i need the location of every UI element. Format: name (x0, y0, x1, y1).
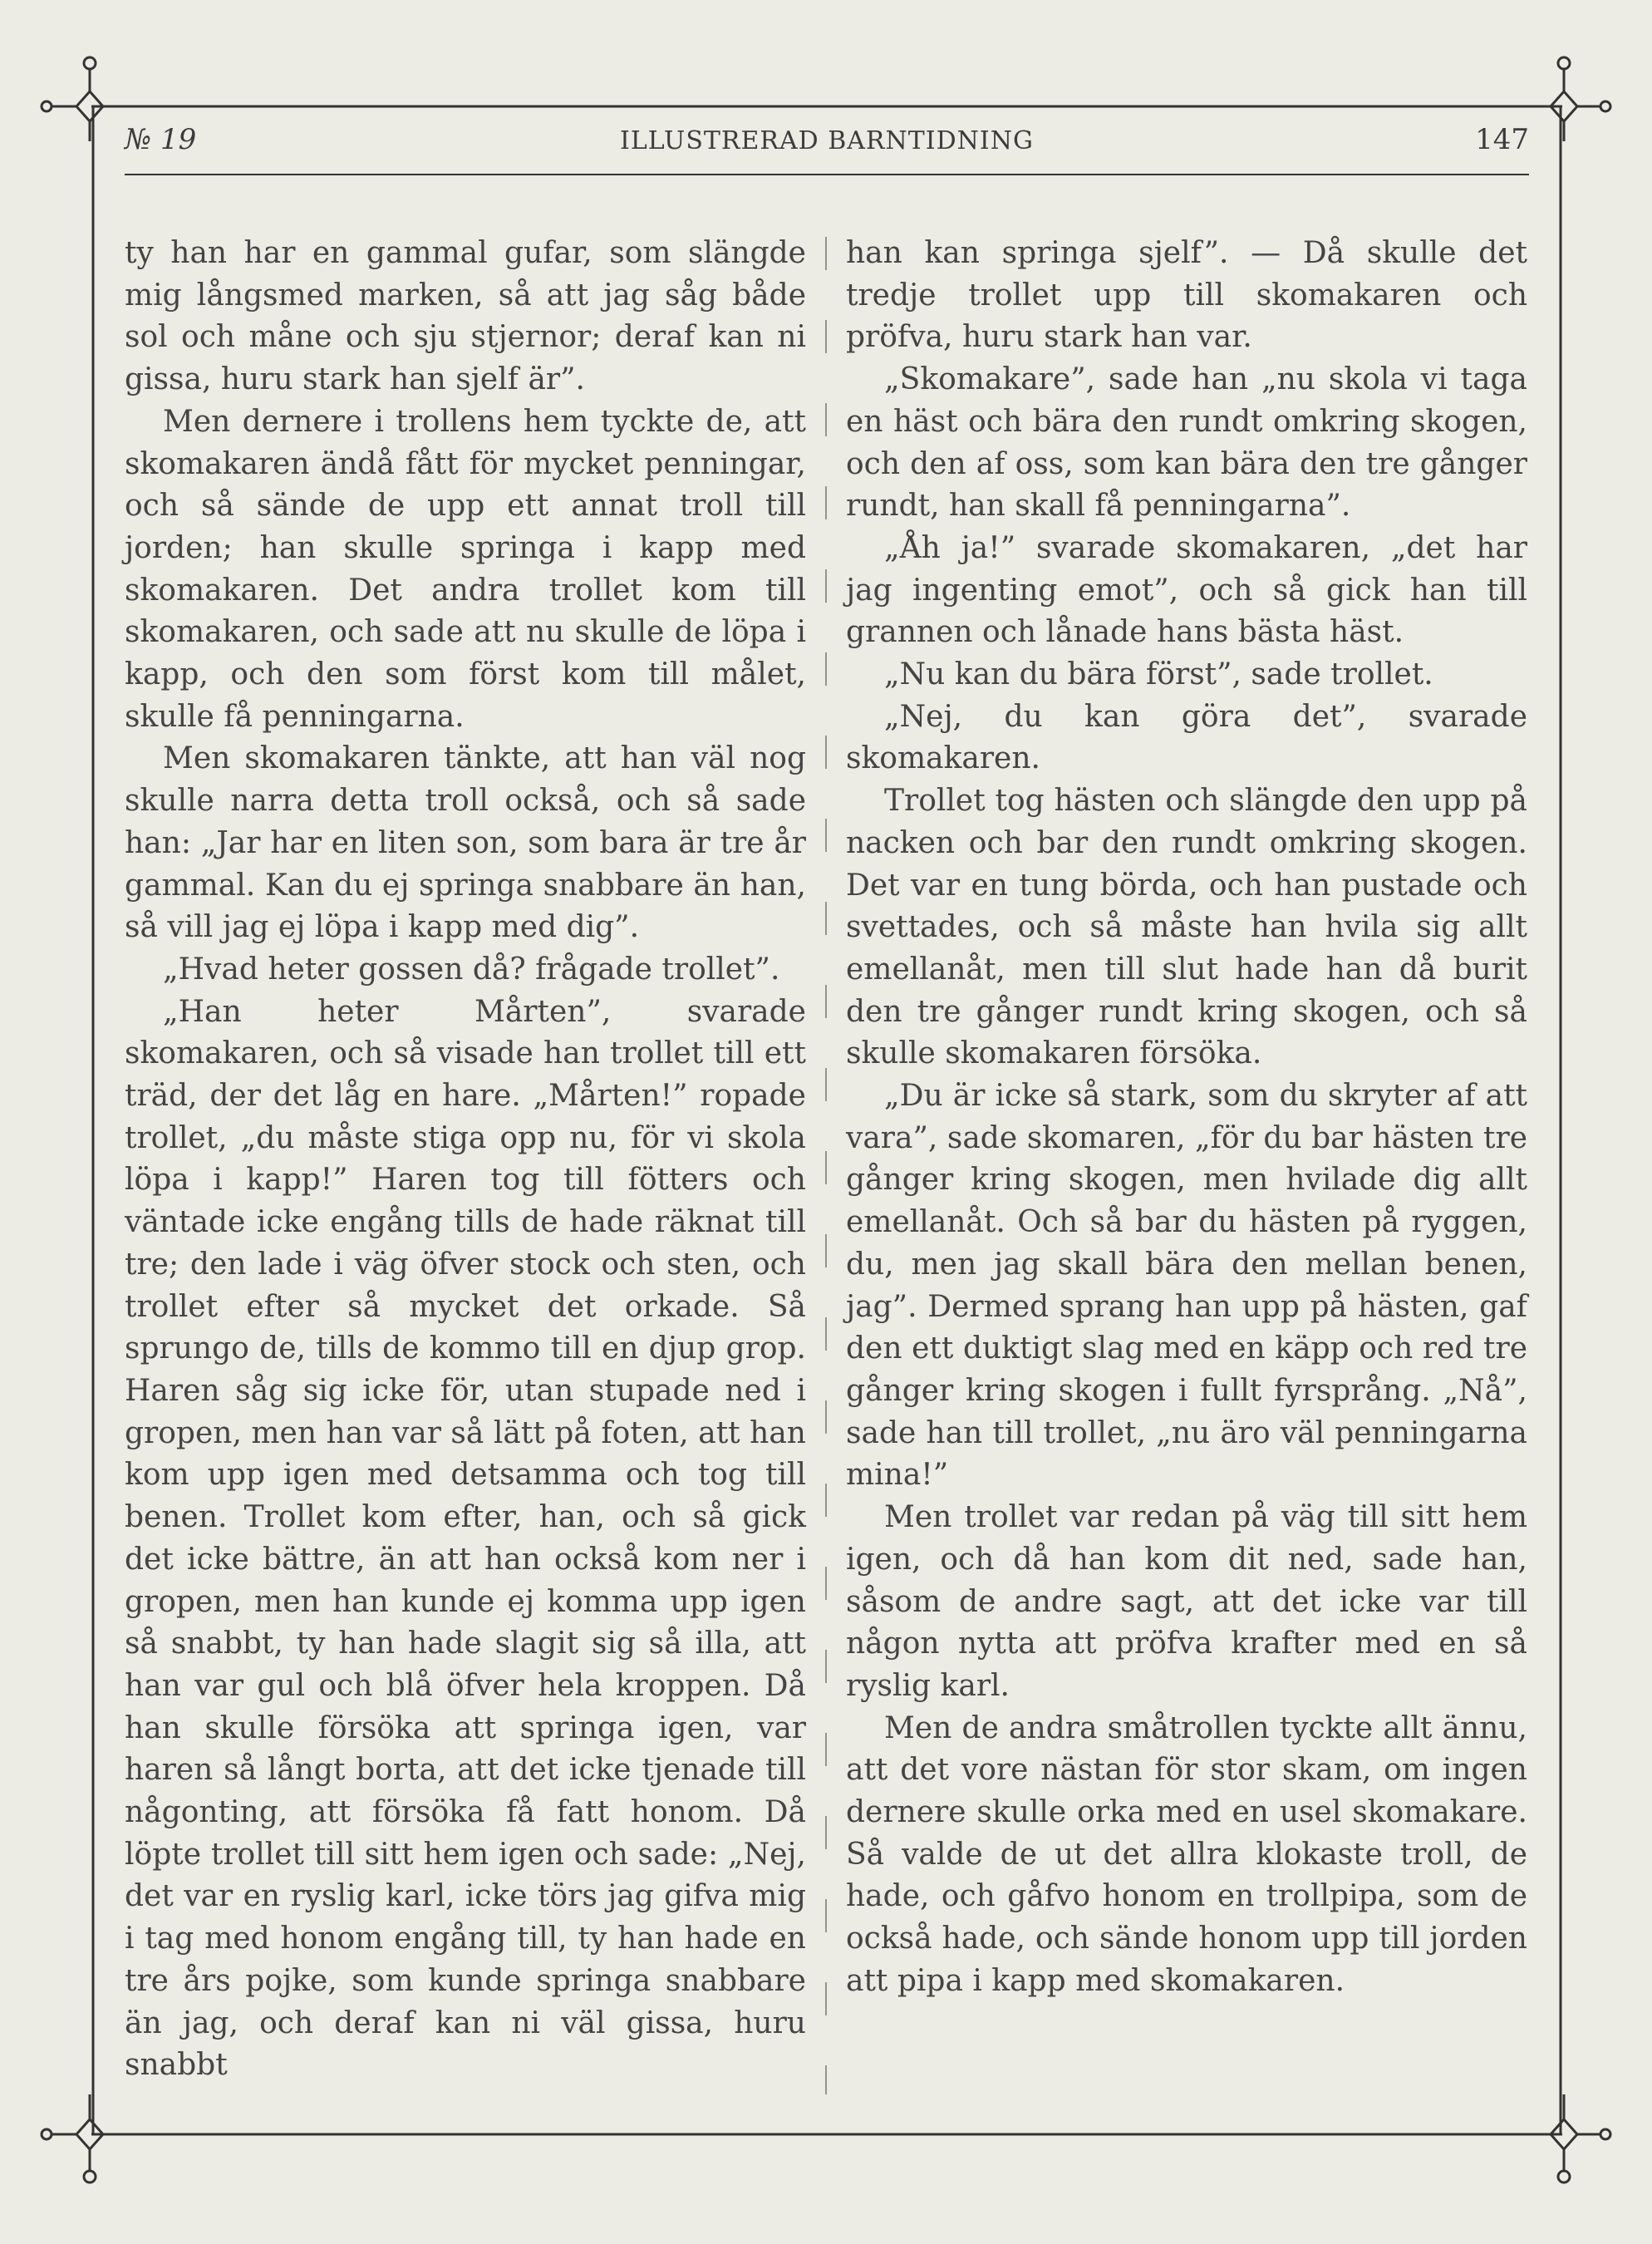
paragraph: „Nej, du kan göra det”, svarade skomakaren. (846, 699, 1527, 776)
issue-number: № 19 (125, 123, 197, 156)
paragraph: „Skomakare”, sade han „nu skola vi taga en häst och bära den rundt omkring skogen, och den af oss, som kan bära den tre gånger rundt, han skall få penningarna”. (846, 362, 1527, 524)
paragraph: Trollet tog hästen och slängde den upp på nacken och bar den rundt omkring skogen. Det var en tung börda, och han pustade och svettades, och så måste han hvila sig allt emellanåt, men till slut hade han då burit den tre gånger rundt kring skogen, och så skulle skomakaren försöka. (846, 784, 1527, 1071)
right-column (846, 233, 1527, 2003)
paragraph: ty han har en gammal gufar, som slängde mig långsmed marken, så att jag såg både sol och måne och sju stjernor; deraf kan ni gissa, huru stark han sjelf är”. (125, 236, 806, 397)
paragraph: Men dernere i trollens hem tyckte de, att skomakaren ändå fått för mycket penningar, och så sände de upp ett annat troll till jorden; han skulle springa i kapp med skomakaren. Det andra trollet kom till skomakaren, och sade att nu skulle de löpa i kapp, och den som först kom till målet, skulle få penningarna. (125, 404, 806, 734)
publication-title: ILLUSTRERAD BARNTIDNING (619, 126, 1034, 155)
paragraph: „Nu kan du bära först”, sade trollet. (884, 657, 1433, 692)
paragraph: han kan springa sjelf”. — Då skulle det tredje trollet upp till skomakaren och pröfva, huru stark han var. (846, 236, 1527, 355)
left-column (125, 233, 806, 2087)
paragraph: „Du är icke så stark, som du skryter af att vara”, sade skomaren, „för du bar hästen tre gånger kring skogen, men hvilade dig allt emellanåt. Och så bar du hästen på ryggen, du, men jag skall bära den mellan benen, jag”. Dermed sprang han upp på hästen, gaf den ett duktigt slag med en käpp och red tre gånger kring skogen i fullt fyrsprång. „Nå”, sade han till trollet, „nu äro väl penningarna mina!” (846, 1079, 1527, 1493)
paragraph: „Han heter Mårten”, svarade skomakaren, och så visade han trollet till ett träd, der det låg en hare. „Mårten!” ropade trollet, „du måste stiga opp nu, för vi skola löpa i kapp!” Haren tog till fötters och väntade icke engång tills de hade räknat till tre; den lade i väg öfver stock och sten, och trollet efter så mycket det orkade. Så sprungo de, tills de kommo till en djup grop. Haren såg sig icke för, utan stupade ned i gropen, men han var så lätt på foten, att han kom upp igen med detsamma och tog till benen. Trollet kom efter, han, och så gick det icke bättre, än att han också kom ner i gropen, men han kunde ej komma upp igen så snabbt, ty han hade slagit sig så illa, att han var gul och blå öfver hela kroppen. Då han skulle försöka att springa igen, var haren så långt borta, att det icke tjenade till någonting, att försöka få fatt honom. Då löpte trollet till sitt hem igen och sade: „Nej, det var en ryslig karl, icke törs jag gifva mig i tag med honom engång till, ty han hade en tre års pojke, som kunde springa snabbare än jag, och deraf kan ni väl gissa, huru snabbt (125, 994, 806, 2083)
paragraph: „Åh ja!” svarade skomakaren, „det har jag ingenting emot”, och så gick han till grannen och lånade hans bästa häst. (846, 530, 1527, 650)
paragraph: Men trollet var redan på väg till sitt hem igen, och då han kom dit ned, sade han, såsom de andre sagt, att det icke var till någon nytta att pröfva krafter med en så ryslig karl. (846, 1500, 1527, 1703)
paragraph: Men de andra småtrollen tyckte allt ännu, att det vore nästan för stor skam, om ingen dernere skulle orka med en usel skomakare. Så valde de ut det allra klokaste troll, de hade, och gåfvo honom en trollpipa, som de också hade, och sände honom upp till jorden att pipa i kapp med skomakaren. (846, 1710, 1527, 1998)
page-number: 147 (1475, 123, 1529, 156)
page-header (125, 123, 1529, 165)
paragraph: „Hvad heter gossen då? frågade trollet”. (163, 952, 780, 987)
paragraph: Men skomakaren tänkte, att han väl nog skulle narra detta troll också, och så sade han: „Jar har en liten son, som bara är tre år gammal. Kan du ej springa snabbare än han, så vill jag ej löpa i kapp med dig”. (125, 741, 806, 945)
